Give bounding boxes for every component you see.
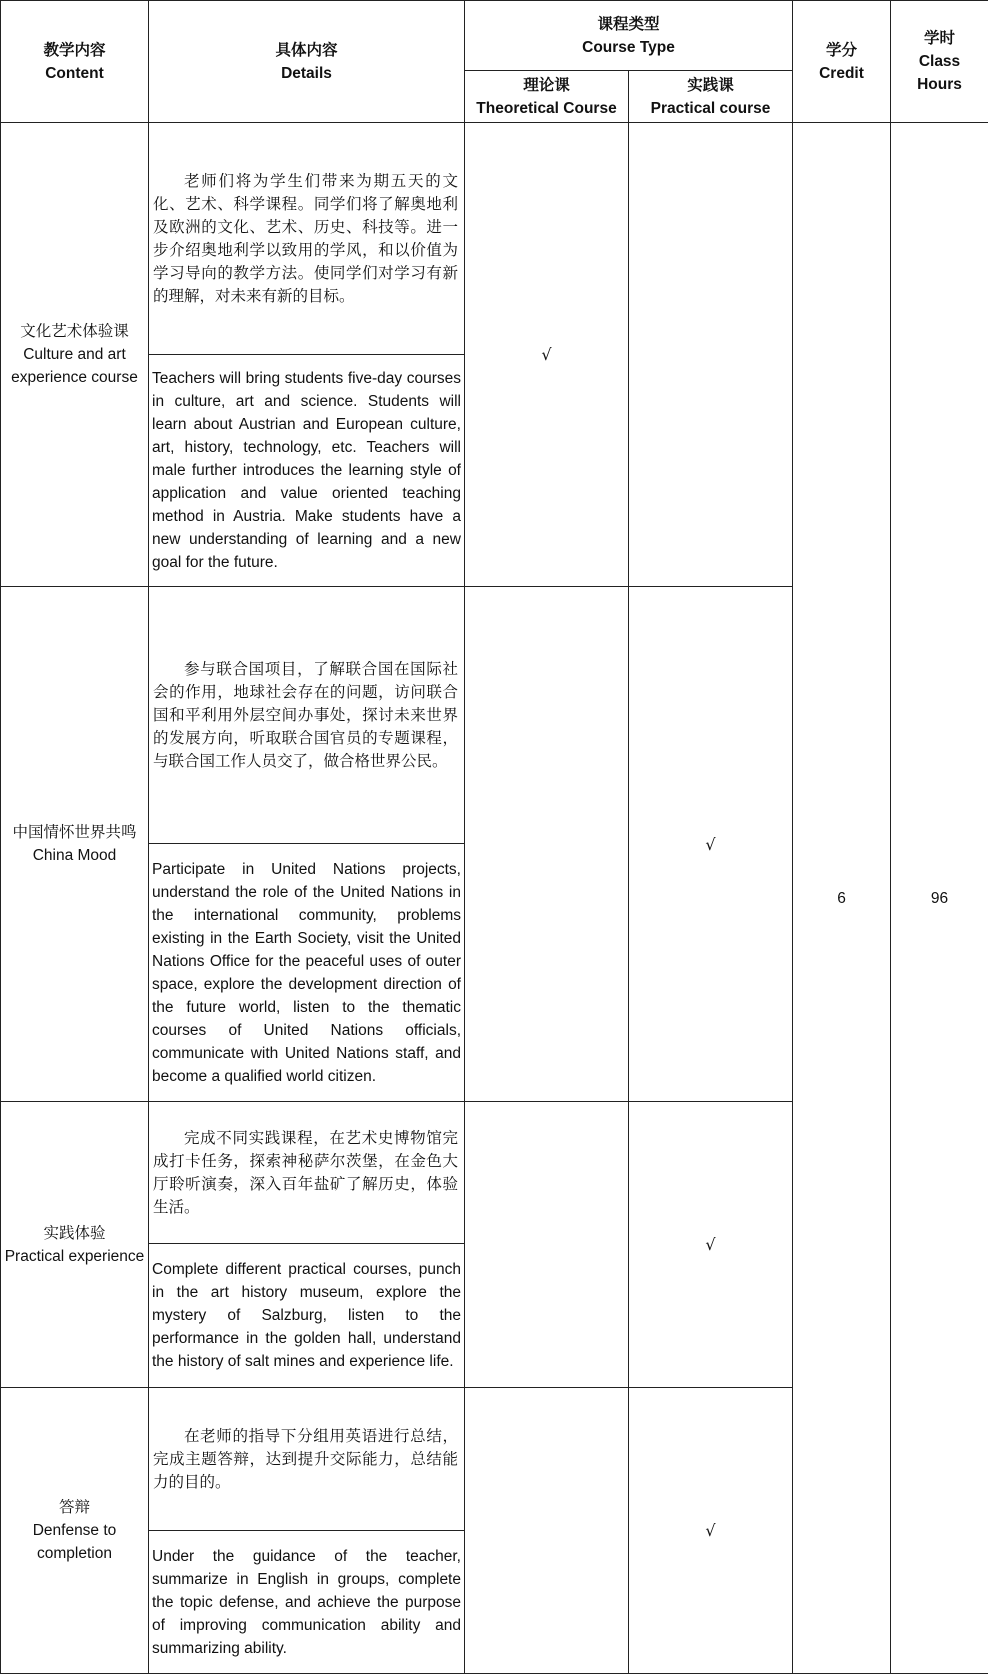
theoretical-check (465, 1388, 629, 1674)
theoretical-check: √ (465, 123, 629, 587)
practical-check: √ (629, 1102, 793, 1388)
practical-check: √ (629, 1388, 793, 1674)
practical-check: √ (629, 587, 793, 1102)
content-cell: 文化艺术体验课 Culture and art experience course (1, 123, 149, 587)
header-practical: 实践课 Practical course (629, 71, 793, 123)
details-en-cell: Participate in United Nations projects, understand the role of the United Nations in the international community, problems existing in the Earth Society, visit the United Nations Office for the peaceful uses of outer space, explore the development direction of the future world, listen to the thematic courses of United Nations officials, communicate with United Nations staff, and become a qualified world citizen. (149, 844, 465, 1102)
details-zh-cell: 完成不同实践课程，在艺术史博物馆完成打卡任务，探索神秘萨尔茨堡，在金色大厅聆听演奏，深入百年盐矿了解历史，体验生活。 (149, 1102, 465, 1244)
details-zh-cell: 参与联合国项目，了解联合国在国际社会的作用，地球社会存在的问题，访问联合国和平利用外层空间办事处，探讨未来世界的发展方向，听取联合国官员的专题课程，与联合国工作人员交了，做合格世界公民。 (149, 587, 465, 844)
details-en-cell: Teachers will bring students five-day courses in culture, art and science. Students will learn about Austrian and European culture, art, history, technology, etc. Teachers will male further introduces the learning style of application and value oriented teaching method in Austria. Make students have a new understanding of learning and a new goal for the future. (149, 355, 465, 587)
header-credit: 学分 Credit (793, 1, 891, 123)
header-details: 具体内容 Details (149, 1, 465, 123)
theoretical-check (465, 587, 629, 1102)
header-row-1 (1, 1, 988, 71)
details-en-cell: Under the guidance of the teacher, summarize in English in groups, complete the topic defense, and achieve the purpose of improving communication ability and summarizing ability. (149, 1531, 465, 1674)
details-en-cell: Complete different practical courses, punch in the art history museum, explore the mystery of Salzburg, listen to the performance in the golden hall, understand the history of salt mines and experience life. (149, 1244, 465, 1388)
header-class-hours: 学时 Class Hours (891, 1, 988, 123)
header-theoretical: 理论课 Theoretical Course (465, 71, 629, 123)
table-row (1, 123, 988, 355)
header-content: 教学内容 Content (1, 1, 149, 123)
details-zh-cell: 老师们将为学生们带来为期五天的文化、艺术、科学课程。同学们将了解奥地利及欧洲的文化、艺术、历史、科技等。进一步介绍奥地利学以致用的学风，和以价值为学习导向的教学方法。使同学们对学习有新的理解，对未来有新的目标。 (149, 123, 465, 355)
details-zh-cell: 在老师的指导下分组用英语进行总结，完成主题答辩，达到提升交际能力，总结能力的目的。 (149, 1388, 465, 1531)
credit-value: 6 (793, 123, 891, 1674)
practical-check (629, 123, 793, 587)
content-cell: 中国情怀世界共鸣 China Mood (1, 587, 149, 1102)
theoretical-check (465, 1102, 629, 1388)
content-cell: 答辩 Denfense to completion (1, 1388, 149, 1674)
header-course-type: 课程类型 Course Type (465, 1, 793, 71)
content-cell: 实践体验 Practical experience (1, 1102, 149, 1388)
class-hours-value: 96 (891, 123, 988, 1674)
